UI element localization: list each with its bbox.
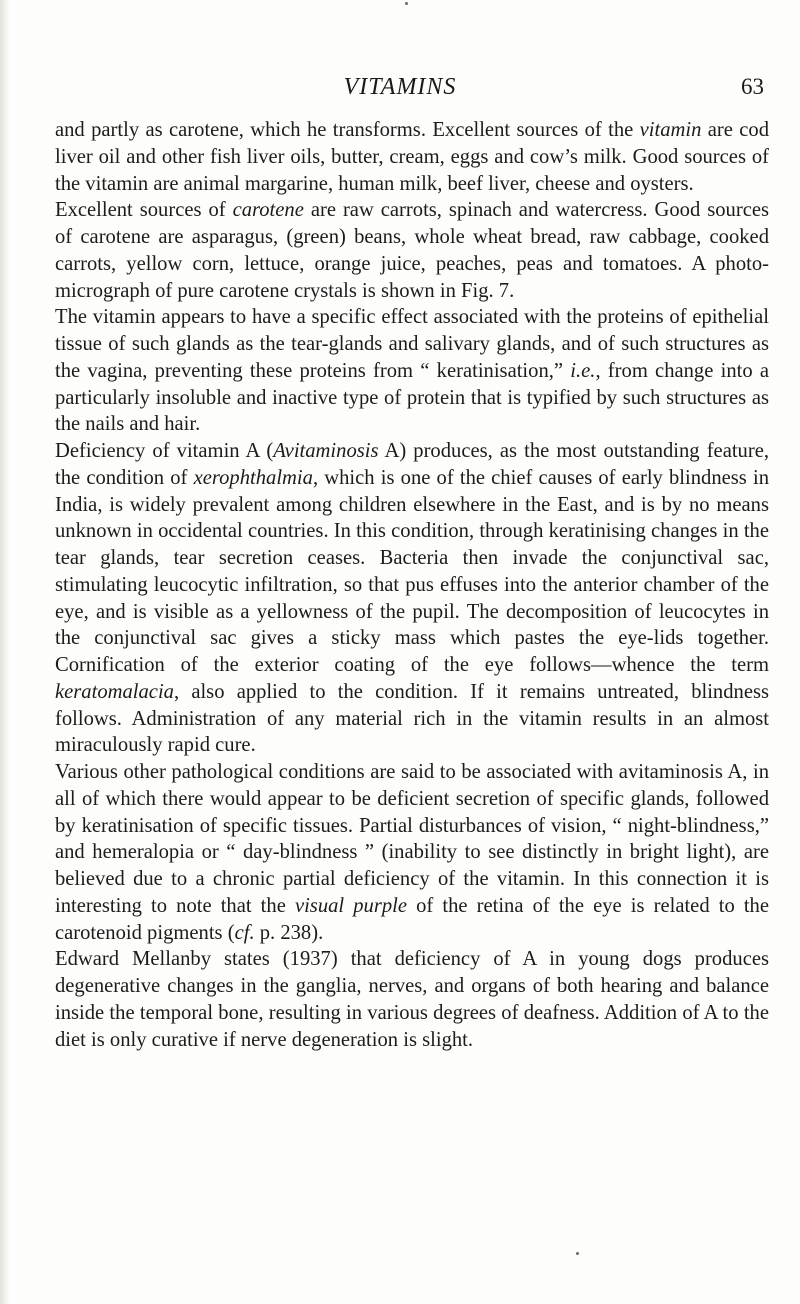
italic-term-ie: i.e.: [570, 359, 596, 382]
running-title: VITAMINS: [343, 74, 457, 100]
page-number: 63: [741, 74, 764, 99]
text-segment: , also applied to the condition. If it remains untreated, blindness follows. Administration of any material rich in the vitamin results in an almost miraculously rapid cure.: [55, 680, 769, 757]
text-segment: p. 238).: [254, 921, 324, 944]
italic-term-xerophthalmia: xerophthalmia: [193, 466, 313, 489]
paragraph-pathological-conditions: [55, 759, 769, 946]
italic-term-vitamin: vitamin: [639, 119, 702, 141]
text-segment: The vitamin appears to have a specific effect associated with the proteins of epithelial tissue of such glands as the tear-glands and salivary glands, and of such structures as the vagina, preventing these proteins from “ keratinisation,”: [55, 306, 769, 382]
print-speck: [405, 2, 408, 5]
text-segment: and partly as carotene, which he transforms. Excellent sources of the: [55, 119, 640, 141]
italic-term-cf: cf.: [234, 921, 255, 944]
print-speck: [576, 1252, 579, 1255]
text-segment: are raw carrots, spinach and watercress. Good sources of carotene are asparagus, (green) beans, whole wheat bread, raw cabbage, cooked carrots, yellow corn, lettuce, orange juice, peaches, peas and tomatoes. A photo-micrograph of pure carotene crystals is shown in Fig. 7.: [55, 199, 769, 302]
italic-term-carotene: carotene: [232, 199, 304, 222]
body-text: [55, 117, 769, 1053]
paragraph-sources-vitamin: [55, 117, 769, 197]
text-segment: Excellent sources of: [55, 199, 233, 222]
italic-term-visual-purple: visual purple: [294, 894, 407, 917]
paragraph-deficiency: [55, 438, 769, 759]
italic-term-avitaminosis: Avitaminosis: [273, 440, 379, 462]
paragraph-sources-carotene: [55, 197, 769, 304]
text-segment: of the retina of the eye is related to the carotenoid pigments (: [55, 894, 769, 944]
text-segment: A) produces, as the most outstanding feature, the condition of: [55, 440, 769, 489]
text-segment: Edward Mellanby states (1937) that deficiency of A in young dogs produces degenerative changes in the ganglia, nerves, and organs of both hearing and balance inside the temporal bone, resulting in various degrees of deafness. Addition of A to the diet is only curative if nerve degeneration is slight.: [55, 948, 769, 1051]
paragraph-mellanby: [55, 946, 769, 1053]
text-segment: Various other pathological conditions are said to be associated with avitaminosis A, in all of which there would appear to be deficient secretion of specific glands, followed by keratinisation of specific tissues. Partial disturbances of vision, “ night-blindness,” and hemeralopia or “ day-blindness ” (inability to see distinctly in bright light), are believed due to a chronic partial deficiency of the vitamin. In this connection it is interesting to note that the: [55, 761, 769, 917]
text-segment: Deficiency of vitamin A (: [55, 440, 274, 462]
page-binding-edge: [0, 0, 10, 1304]
paragraph-epithelial-effect: [55, 304, 769, 438]
text-segment: , from change into a particularly insoluble and inactive type of protein that is typified by such structures as the nails and hair.: [55, 359, 769, 436]
italic-term-keratomalacia: keratomalacia: [55, 680, 174, 703]
running-header: [0, 74, 800, 104]
text-segment: are cod liver oil and other fish liver oils, butter, cream, eggs and cow’s milk. Good sources of the vitamin are animal margarine, human milk, beef liver, cheese and oysters.: [55, 119, 770, 195]
text-segment: , which is one of the chief causes of early blindness in India, is widely prevalent among children elsewhere in the East, and is by no means unknown in occidental countries. In this condition, through keratinising changes in the tear glands, tear secretion ceases. Bacteria then invade the conjunctival sac, stimulating leucocytic infiltration, so that pus effuses into the anterior chamber of the eye, and is visible as a yellowness of the pupil. The decomposition of leucocytes in the conjunctival sac gives a sticky mass which pastes the eye-lids together. Cornification of the exterior coating of the eye follows—whence the term: [55, 466, 769, 676]
